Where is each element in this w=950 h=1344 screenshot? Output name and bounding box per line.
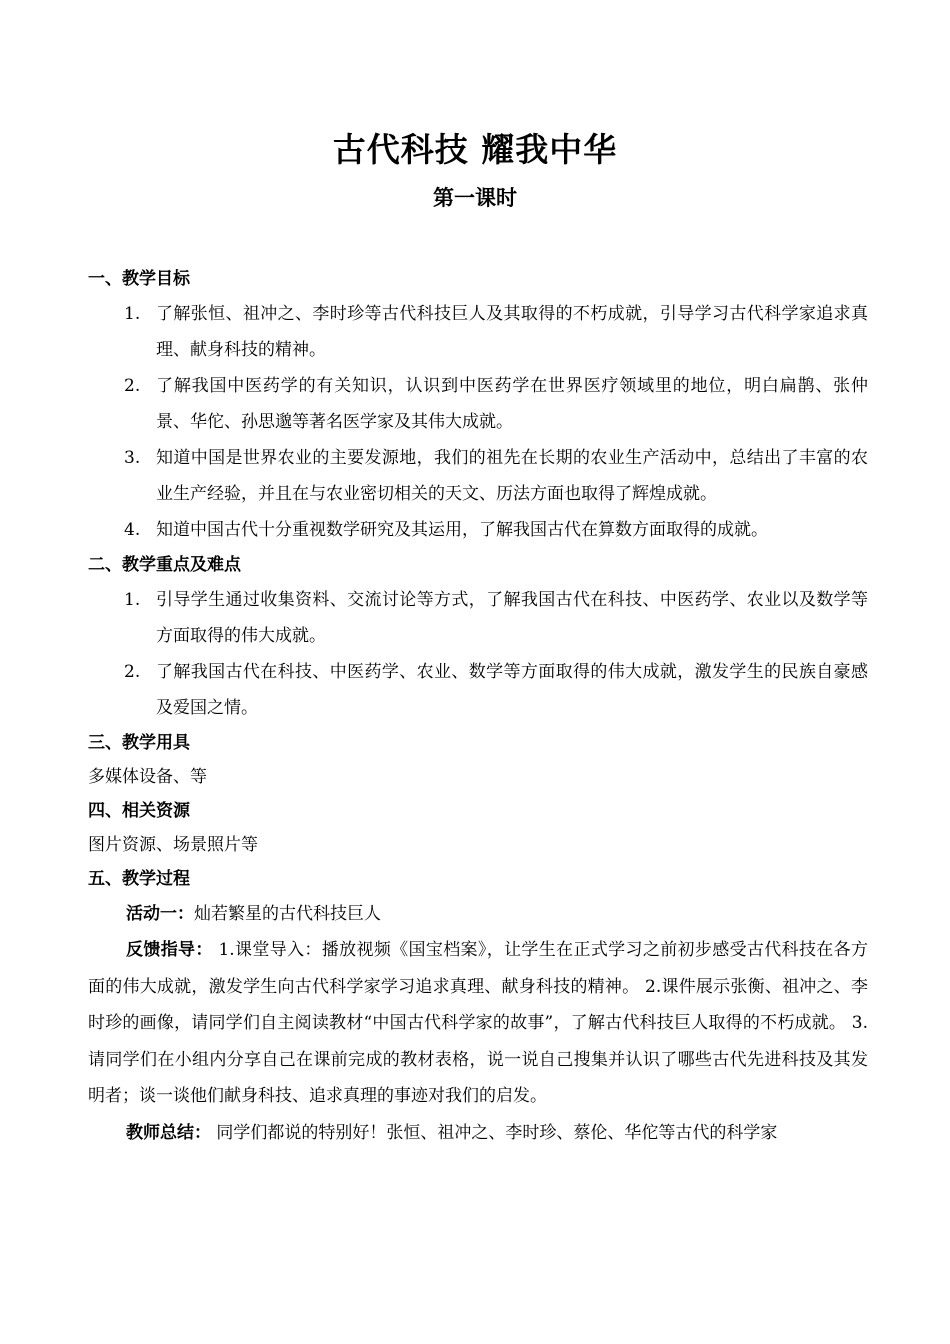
list-item-text: 知道中国古代十分重视数学研究及其运用，了解我国古代在算数方面取得的成就。 <box>156 520 768 540</box>
feedback-paragraph <box>88 932 868 1115</box>
feedback-label: 反馈指导： <box>126 940 213 960</box>
document-title: 古代科技 耀我中华 <box>332 130 618 169</box>
list-item-text: 了解张恒、祖冲之、李时珍等古代科技巨人及其取得的不朽成就，引导学习古代科学家追求真理、献身科技的精神。 <box>156 304 868 360</box>
document-body <box>88 262 868 1151</box>
list-item <box>88 582 868 654</box>
document-subtitle: 第一课时 <box>433 186 517 210</box>
section-heading-goals: 一、教学目标 <box>88 269 190 289</box>
resources-text: 图片资源、场景照片等 <box>88 835 258 855</box>
list-item <box>88 440 868 512</box>
list-item-number: 1. <box>124 304 141 324</box>
list-item <box>88 296 868 368</box>
summary-text: 同学们都说的特别好！张恒、祖冲之、李时珍、蔡伦、华佗等古代的科学家 <box>211 1122 778 1143</box>
section-heading-resources: 四、相关资源 <box>88 801 190 821</box>
summary-paragraph <box>88 1115 868 1152</box>
section-heading-process: 五、教学过程 <box>88 869 190 889</box>
summary-label: 教师总结： <box>126 1122 211 1143</box>
list-item-number: 2. <box>124 662 141 682</box>
list-item-number: 1. <box>124 590 141 610</box>
goals-list <box>88 296 868 548</box>
feedback-text: 1.课堂导入：播放视频《国宝档案》，让学生在正式学习之前初步感受古代科技在各方面的伟大成就，激发学生向古代科学家学习追求真理、献身科技的精神。 2.课件展示张衡、祖冲之、李时珍的画像，请同学们自主阅读教材“中国古代科学家的故事”，了解古代科技巨人取得的不朽成就。 3.请同学们在小组内分享自己在课前完成的教材表格，说一说自己搜集并认识了哪些古代先进科技及其发明者；谈一谈他们献身科技、追求真理的事迹对我们的启发。 <box>88 940 869 1106</box>
list-item-number: 4. <box>124 520 141 540</box>
list-item-text: 了解我国中医药学的有关知识，认识到中医药学在世界医疗领域里的地位，明白扁鹊、张仲景、华佗、孙思邈等著名医学家及其伟大成就。 <box>156 376 868 432</box>
list-item <box>88 368 868 440</box>
list-item <box>88 654 868 726</box>
list-item <box>88 512 868 548</box>
list-item-text: 引导学生通过收集资料、交流讨论等方式，了解我国古代在科技、中医药学、农业以及数学等方面取得的伟大成就。 <box>156 590 868 646</box>
list-item-number: 2. <box>124 376 141 396</box>
tools-text: 多媒体设备、等 <box>88 767 207 787</box>
list-item-text: 了解我国古代在科技、中医药学、农业、数学等方面取得的伟大成就，激发学生的民族自豪感及爱国之情。 <box>156 662 868 718</box>
section-heading-tools: 三、教学用具 <box>88 733 190 753</box>
activity-text: 灿若繁星的古代科技巨人 <box>194 904 381 924</box>
list-item-number: 3. <box>124 448 141 468</box>
activity-line <box>126 896 868 932</box>
focus-list <box>88 582 868 726</box>
activity-label: 活动一： <box>126 904 194 924</box>
section-heading-focus: 二、教学重点及难点 <box>88 555 241 575</box>
list-item-text: 知道中国是世界农业的主要发源地，我们的祖先在长期的农业生产活动中，总结出了丰富的农业生产经验，并且在与农业密切相关的天文、历法方面也取得了辉煌成就。 <box>156 448 868 504</box>
